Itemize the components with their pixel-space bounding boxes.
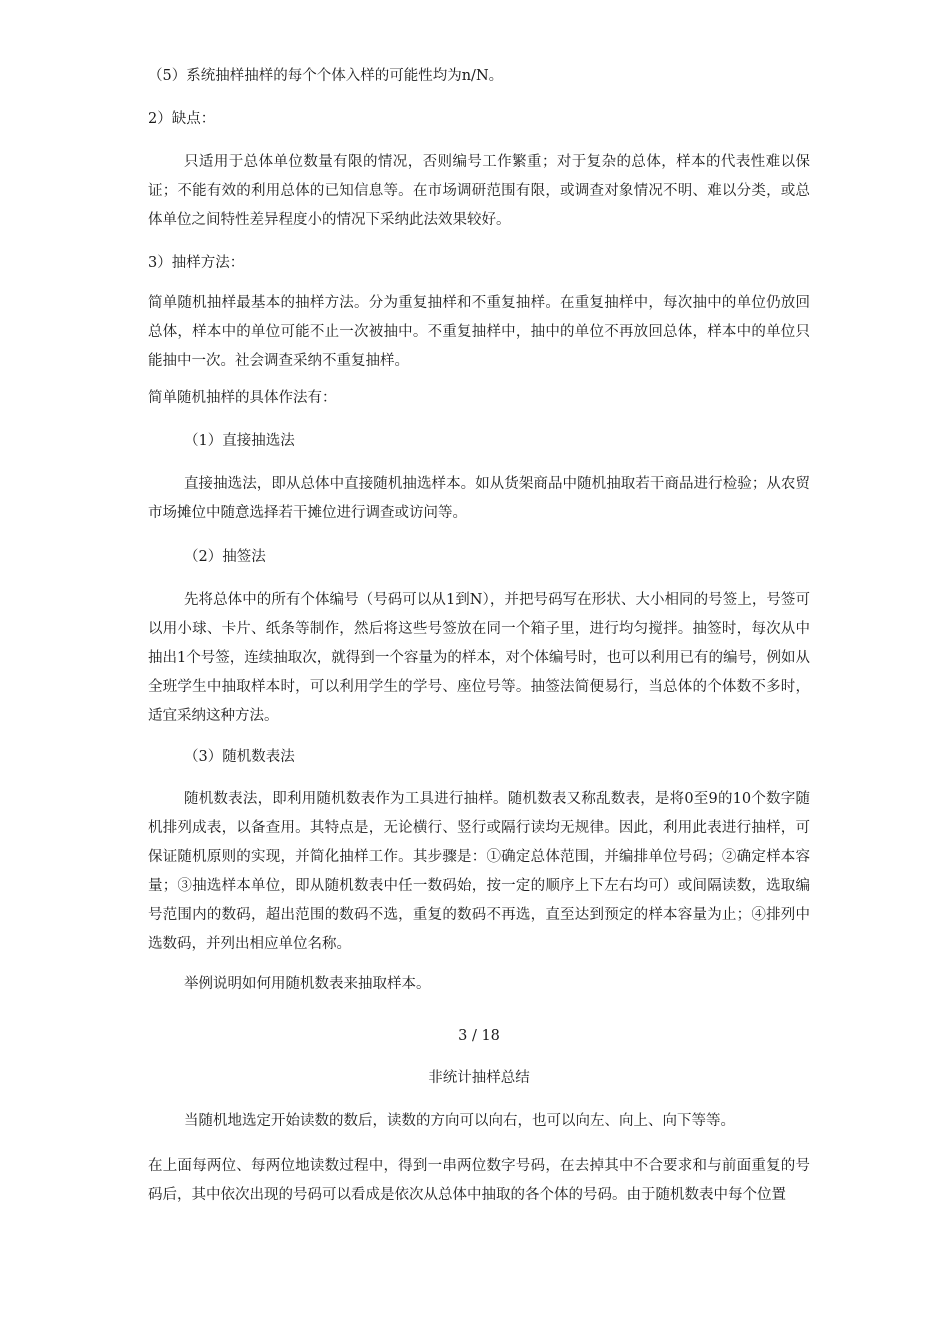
paragraph-methods: 简单随机抽样最基本的抽样方法。分为重复抽样和不重复抽样。在重复抽样中，每次抽中的单位仍放回总体，样本中的单位可能不止一次被抽中。不重复抽样中，抽中的单位不再放回总体，样本中的单位只能抽中一次。社会调查采纳不重复抽样。 <box>148 295 810 369</box>
subheading-lottery: （2）抽签法 <box>184 549 266 565</box>
section-heading-methods: 3）抽样方法： <box>148 255 245 271</box>
paragraph-random-table: 随机数表法，即利用随机数表作为工具进行抽样。随机数表又称乱数表，是将0至9的10个数字随机排列成表，以备查用。其特点是，无论横行、竖行或隔行读均无规律。因此，利用此表进行抽样，可保证随机原则的实现，并简化抽样工作。其步骤是：①确定总体范围，并编排单位号码；②确定样本容量；③抽选样本单位，即从随机数表中任一数码始，按一定的顺序上下左右均可）或间隔读数，选取编号范围内的数码，超出范围的数码不选，重复的数码不再选，直至达到预定的样本容量为止；④排列中选数码，并列出相应单位名称。 <box>148 791 810 952</box>
paragraph-reading-process: 在上面每两位、每两位地读数过程中，得到一串两位数字号码，在去掉其中不合要求和与前面重复的号码后，其中依次出现的号码可以看成是依次从总体中抽取的各个体的号码。由于随机数表中每个位置 <box>148 1158 810 1203</box>
running-header: 非统计抽样总结 <box>428 1070 530 1086</box>
list-item-5: （5）系统抽样抽样的每个个体入样的可能性均为n/N。 <box>148 68 504 84</box>
subheading-random-table: （3）随机数表法 <box>184 749 295 765</box>
section-heading-disadvantages: 2）缺点： <box>148 111 216 127</box>
paragraph-direct-selection: 直接抽选法，即从总体中直接随机抽选样本。如从货架商品中随机抽取若干商品进行检验；从农贸市场摊位中随意选择若干摊位进行调查或访问等。 <box>148 476 810 521</box>
subheading-direct-selection: （1）直接抽选法 <box>184 433 295 449</box>
paragraph-example: 举例说明如何用随机数表来抽取样本。 <box>184 976 431 992</box>
paragraph-practices-intro: 简单随机抽样的具体作法有： <box>148 390 337 406</box>
page-number: 3 / 18 <box>458 1028 500 1044</box>
paragraph-disadvantages: 只适用于总体单位数量有限的情况，否则编号工作繁重；对于复杂的总体，样本的代表性难以保证；不能有效的利用总体的已知信息等。在市场调研范围有限，或调查对象情况不明、难以分类，或总体单位之间特性差异程度小的情况下采纳此法效果较好。 <box>148 154 810 228</box>
paragraph-reading-direction: 当随机地选定开始读数的数后，读数的方向可以向右，也可以向左、向上、向下等等。 <box>184 1113 735 1129</box>
paragraph-lottery: 先将总体中的所有个体编号（号码可以从1到N），并把号码写在形状、大小相同的号签上，号签可以用小球、卡片、纸条等制作，然后将这些号签放在同一个箱子里，进行均匀搅拌。抽签时，每次从中抽出1个号签，连续抽取次，就得到一个容量为的样本，对个体编号时，也可以利用已有的编号，例如从全班学生中抽取样本时，可以利用学生的学号、座位号等。抽签法简便易行，当总体的个体数不多时，适宜采纳这种方法。 <box>148 592 810 724</box>
